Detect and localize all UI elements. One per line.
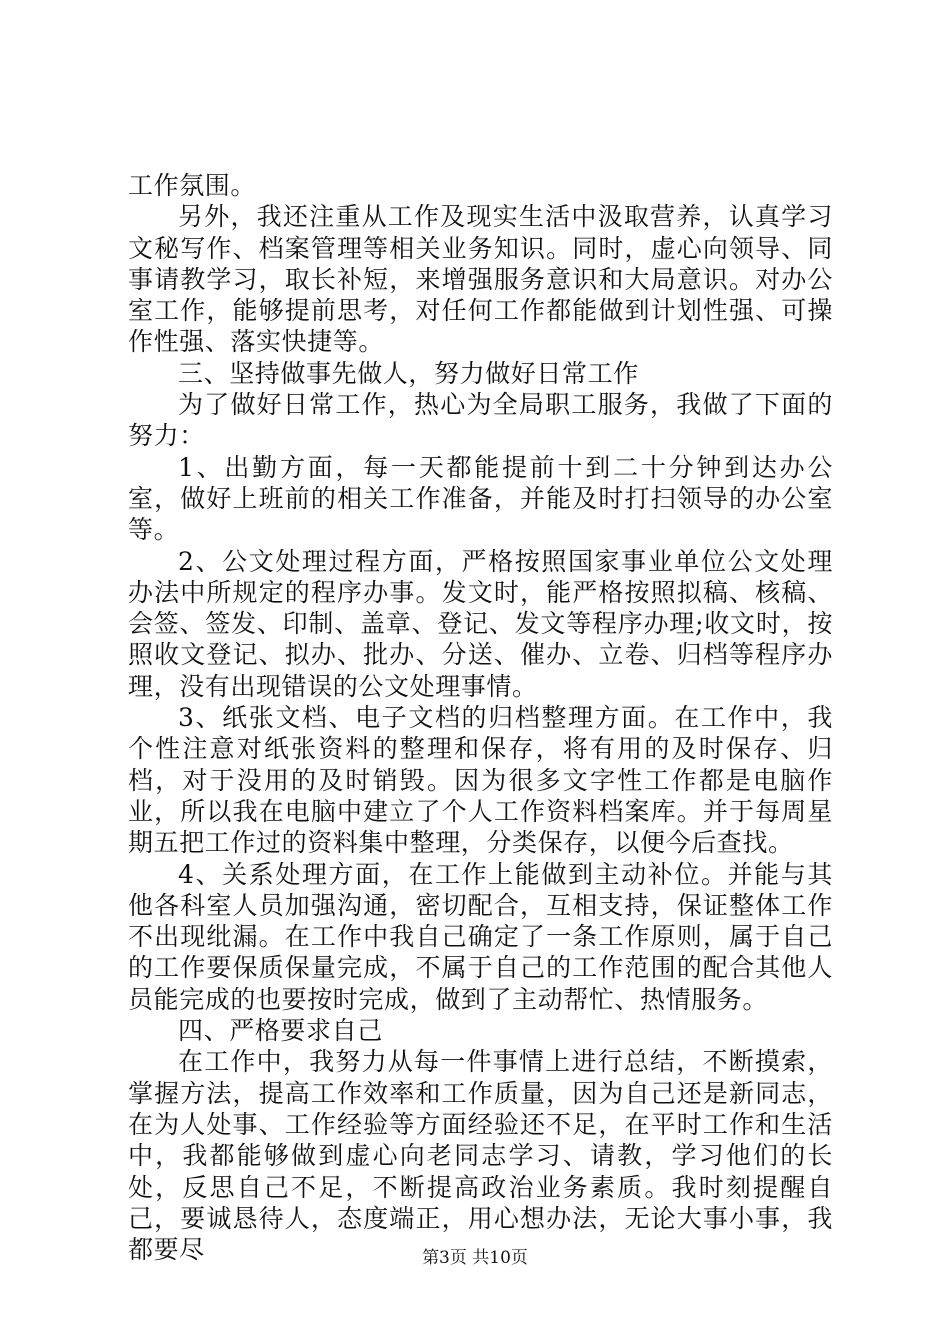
document-body xyxy=(128,170,833,1265)
paragraph-2: 另外，我还注重从工作及现实生活中汲取营养，认真学习文秘写作、档案管理等相关业务知识。同时，虚心向领导、同事请教学习，取长补短，来增强服务意识和大局意识。对办公室工作，能够提前思考，对任何工作都能做到计划性强、可操作性强、落实快捷等。 xyxy=(128,202,833,357)
list-item-document-processing: 2、公文处理过程方面，严格按照国家事业单位公文处理办法中所规定的程序办事。发文时，能严格按照拟稿、核稿、会签、签发、印制、盖章、登记、发文等程序办理;收文时，按照收文登记、拟办、批办、分送、催办、立卷、归档等程序办理，没有出现错误的公文处理事情。 xyxy=(128,546,833,701)
section-heading-3: 三、坚持做事先做人，努力做好日常工作 xyxy=(178,358,639,388)
page-footer: 第3页 共10页 xyxy=(422,1248,528,1268)
list-item-archiving: 3、纸张文档、电子文档的归档整理方面。在工作中，我个性注意对纸张资料的整理和保存，将有用的及时保存、归档，对于没用的及时销毁。因为很多文字性工作都是电脑作业，所以我在电脑中建立了个人工作资料档案库。并于每周星期五把工作过的资料集中整理，分类保存，以便今后查找。 xyxy=(128,703,833,858)
paragraph-1: 工作氛围。 xyxy=(128,171,257,200)
paragraph-4: 为了做好日常工作，热心为全局职工服务，我做了下面的努力： xyxy=(128,390,833,451)
list-item-relations: 4、关系处理方面，在工作上能做到主动补位。并能与其他各科室人员加强沟通，密切配合，互相支持，保证整体工作不出现纰漏。在工作中我自己确定了一条工作原则，属于自己的工作要保质保量完成，不属于自己的工作范围的配合其他人员能完成的也要按时完成，做到了主动帮忙、热情服务。 xyxy=(128,859,833,1014)
list-item-attendance: 1、出勤方面，每一天都能提前十到二十分钟到达办公室，做好上班前的相关工作准备，并能及时打扫领导的办公室等。 xyxy=(128,452,833,545)
paragraph-10: 在工作中，我努力从每一件事情上进行总结，不断摸索，掌握方法，提高工作效率和工作质量，因为自己还是新同志，在为人处事、工作经验等方面经验还不足，在平时工作和生活中，我都能够做到虚心向老同志学习、请教，学习他们的长处，反思自己不足，不断提高政治业务素质。我时刻提醒自己，要诚恳待人，态度端正，用心想办法，无论大事小事，我都要尽 xyxy=(128,1047,833,1265)
section-heading-4: 四、严格要求自己 xyxy=(178,1016,383,1046)
